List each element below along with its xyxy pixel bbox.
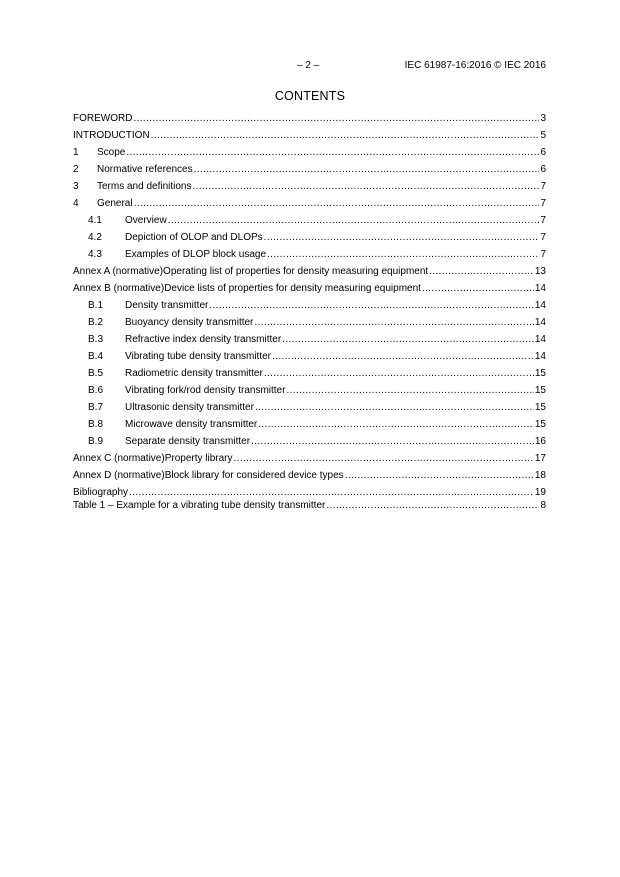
toc-entry-page: 7: [540, 232, 546, 243]
toc-entry-b6[interactable]: [73, 385, 546, 402]
toc-entry-page: 7: [540, 181, 546, 192]
toc-entry-number: 4: [73, 198, 79, 209]
toc-entry-label: INTRODUCTION: [73, 130, 150, 141]
toc-entry-page: 14: [534, 317, 546, 328]
toc-entry-page: 14: [534, 283, 546, 294]
toc-entry-number: B.1: [88, 300, 104, 311]
toc-entry-annex-a[interactable]: [73, 266, 546, 283]
page-header: [0, 60, 620, 74]
toc-entry-b1[interactable]: [73, 300, 546, 317]
leader-dots: [168, 215, 540, 227]
toc-entry-table-1[interactable]: [73, 500, 546, 517]
toc-entry-label: Overview: [125, 215, 167, 226]
toc-entry-number: Annex D (normative): [73, 470, 165, 481]
leader-dots: [286, 385, 533, 397]
toc-entry-label: Table 1 – Example for a vibrating tube density transmitter: [73, 500, 326, 511]
toc-entry-label: Scope: [97, 147, 126, 158]
toc-entry-general[interactable]: [73, 198, 546, 215]
leader-dots: [264, 232, 540, 244]
toc-title: CONTENTS: [274, 89, 346, 103]
leader-dots: [345, 470, 534, 482]
leader-dots: [193, 181, 540, 193]
toc-entry-number: B.8: [88, 419, 104, 430]
document-id: IEC 61987-16:2016 © IEC 2016: [404, 60, 546, 71]
leader-dots: [209, 300, 534, 312]
toc-entry-annex-b[interactable]: [73, 283, 546, 300]
toc-entry-b8[interactable]: [73, 419, 546, 436]
toc-entry-page: 14: [534, 334, 546, 345]
toc-entry-label: Normative references: [97, 164, 193, 175]
toc-entry-page: 7: [540, 215, 546, 226]
toc-entry-page: 14: [534, 300, 546, 311]
leader-dots: [126, 147, 539, 159]
toc-entry-foreword[interactable]: [73, 113, 546, 130]
toc-entry-introduction[interactable]: [73, 130, 546, 147]
toc-entry-label: Microwave density transmitter: [125, 419, 258, 430]
toc-entry-number: 4.3: [88, 249, 102, 260]
leader-dots: [129, 487, 534, 499]
toc-entry-label: Terms and definitions: [97, 181, 192, 192]
toc-entry-page: 15: [534, 368, 546, 379]
toc-entry-number: 4.1: [88, 215, 102, 226]
leader-dots: [194, 164, 540, 176]
toc-entry-page: 18: [534, 470, 546, 481]
toc-entry-b9[interactable]: [73, 436, 546, 453]
toc-entry-dlop-block-usage[interactable]: [73, 249, 546, 266]
leader-dots: [267, 249, 539, 261]
toc-entry-page: 17: [534, 453, 546, 464]
toc-entry-terms-and-definitions[interactable]: [73, 181, 546, 198]
toc-entry-label: Buoyancy density transmitter: [125, 317, 254, 328]
toc-entry-b4[interactable]: [73, 351, 546, 368]
toc-entry-label: Examples of DLOP block usage: [125, 249, 267, 260]
toc-entry-label: Vibrating fork/rod density transmitter: [125, 385, 286, 396]
toc-entry-page: 13: [534, 266, 546, 277]
leader-dots: [251, 436, 534, 448]
toc-entry-label: Refractive index density transmitter: [125, 334, 282, 345]
toc-entry-page: 7: [540, 249, 546, 260]
toc-entry-label: Radiometric density transmitter: [125, 368, 263, 379]
toc-entry-number: B.3: [88, 334, 104, 345]
toc-entry-label: Separate density transmitter: [125, 436, 251, 447]
toc-entry-label: Operating list of properties for density measuring equipment: [163, 266, 429, 277]
list-of-tables: [73, 500, 546, 517]
toc-entry-label: Ultrasonic density transmitter: [125, 402, 254, 413]
table-of-contents: [73, 113, 546, 504]
toc-entry-page: 6: [540, 164, 546, 175]
toc-entry-number: Annex A (normative): [73, 266, 164, 277]
toc-entry-page: 16: [534, 436, 546, 447]
toc-entry-number: 2: [73, 164, 79, 175]
toc-entry-label: FOREWORD: [73, 113, 133, 124]
toc-entry-number: B.9: [88, 436, 104, 447]
toc-entry-b5[interactable]: [73, 368, 546, 385]
toc-entry-annex-d[interactable]: [73, 470, 546, 487]
toc-entry-number: B.5: [88, 368, 104, 379]
leader-dots: [422, 283, 534, 295]
toc-entry-normative-references[interactable]: [73, 164, 546, 181]
toc-entry-b7[interactable]: [73, 402, 546, 419]
leader-dots: [133, 113, 539, 125]
leader-dots: [255, 402, 534, 414]
toc-entry-number: B.2: [88, 317, 104, 328]
toc-entry-number: Annex B (normative): [73, 283, 165, 294]
toc-entry-page: 8: [540, 500, 546, 511]
leader-dots: [429, 266, 534, 278]
page-number: – 2 –: [297, 60, 320, 71]
toc-entry-number: 4.2: [88, 232, 102, 243]
toc-entry-b3[interactable]: [73, 334, 546, 351]
toc-entry-number: B.6: [88, 385, 104, 396]
toc-entry-page: 15: [534, 402, 546, 413]
leader-dots: [151, 130, 540, 142]
toc-entry-page: 14: [534, 351, 546, 362]
toc-entry-number: 3: [73, 181, 79, 192]
toc-entry-label: Block library for considered device types: [164, 470, 344, 481]
toc-entry-label: Bibliography: [73, 487, 129, 498]
leader-dots: [282, 334, 534, 346]
toc-entry-label: Property library: [164, 453, 233, 464]
toc-entry-annex-c[interactable]: [73, 453, 546, 470]
toc-entry-page: 7: [540, 198, 546, 209]
toc-entry-page: 5: [540, 130, 546, 141]
toc-entry-page: 6: [540, 147, 546, 158]
toc-entry-label: Vibrating tube density transmitter: [125, 351, 272, 362]
toc-entry-label: Device lists of properties for density measuring equipment: [164, 283, 421, 294]
toc-entry-scope[interactable]: [73, 147, 546, 164]
leader-dots: [234, 453, 534, 465]
leader-dots: [326, 500, 539, 512]
toc-entry-number: Annex C (normative): [73, 453, 165, 464]
toc-entry-page: 3: [540, 113, 546, 124]
toc-entry-label: Depiction of OLOP and DLOPs: [125, 232, 263, 243]
leader-dots: [254, 317, 533, 329]
leader-dots: [272, 351, 534, 363]
toc-entry-number: B.7: [88, 402, 104, 413]
leader-dots: [134, 198, 540, 210]
toc-entry-page: 15: [534, 419, 546, 430]
toc-entry-b2[interactable]: [73, 317, 546, 334]
toc-entry-number: 1: [73, 147, 79, 158]
toc-entry-page: 15: [534, 385, 546, 396]
toc-entry-page: 19: [534, 487, 546, 498]
leader-dots: [258, 419, 534, 431]
toc-entry-label: Density transmitter: [125, 300, 209, 311]
toc-entry-label: General: [97, 198, 133, 209]
leader-dots: [264, 368, 534, 380]
toc-entry-overview[interactable]: [73, 215, 546, 232]
toc-entry-number: B.4: [88, 351, 104, 362]
toc-entry-depiction-olop-dlops[interactable]: [73, 232, 546, 249]
